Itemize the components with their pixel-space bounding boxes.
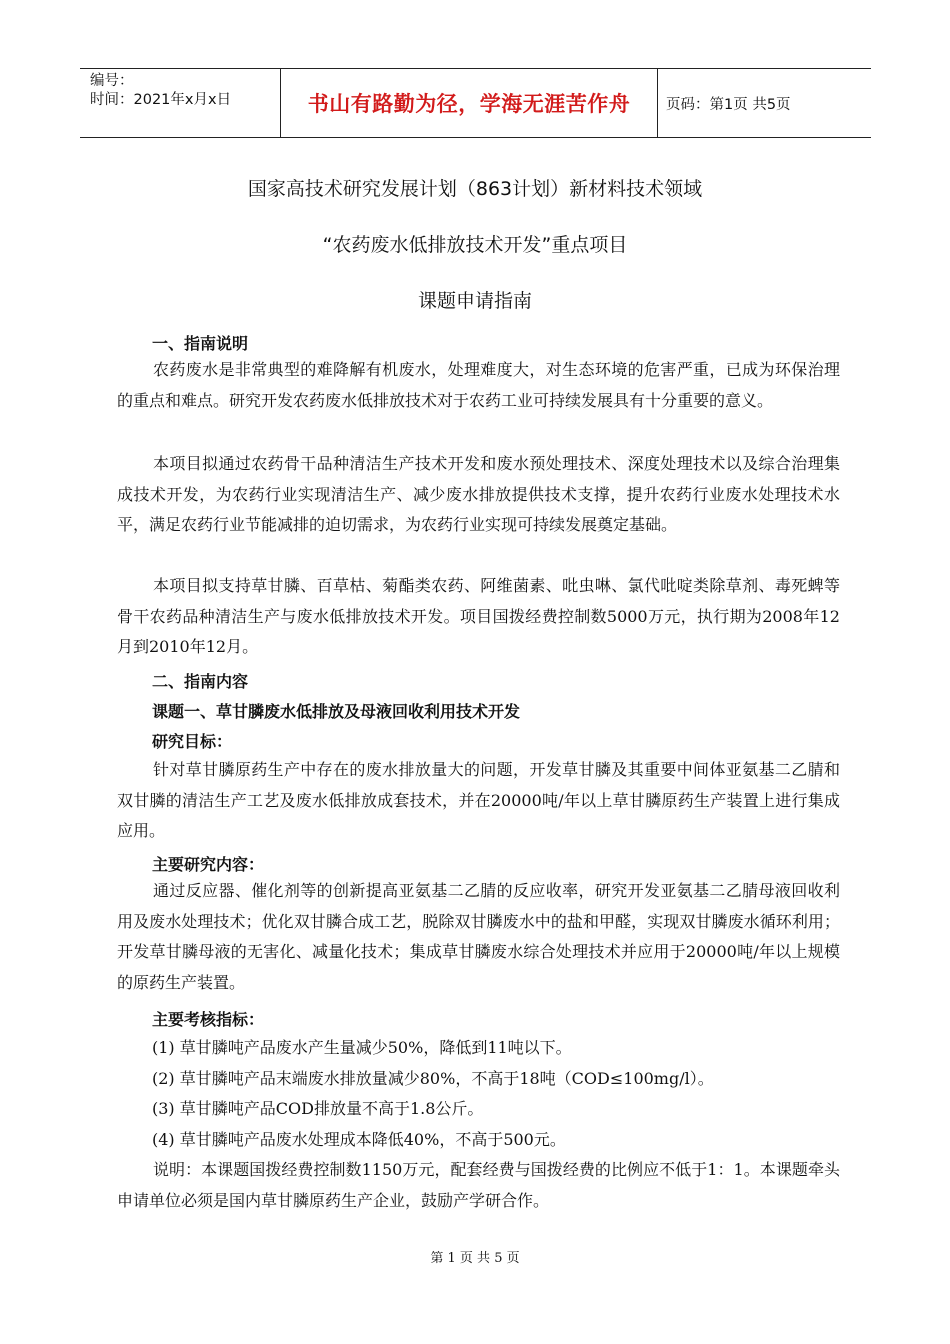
section1-paragraph-3: 本项目拟支持草甘膦、百草枯、菊酯类农药、阿维菌素、吡虫啉、氯代吡啶类除草剂、毒死蜱等骨干农药品种清洁生产与废水低排放技术开发。项目国拨经费控制数5000万元，执行期为2008年12月到2010年12月。 (117, 576, 840, 656)
doc-title-line3: 课题申请指南 (417, 290, 532, 312)
section1-paragraph-2: 本项目拟通过农药骨干品种清洁生产技术开发和废水预处理技术、深度处理技术以及综合治理集成技术开发，为农药行业实现清洁生产、减少废水排放提供技术支撑，提升农药行业废水处理技术水平，满足农药行业节能减排的迫切需求，为农药行业实现可持续发展奠定基础。 (117, 454, 840, 534)
indicator-list (152, 1033, 714, 1155)
indicator-item: (1) 草甘膦吨产品废水产生量减少50%，降低到11吨以下。 (152, 1038, 572, 1057)
indicator-heading: 主要考核指标： (152, 1010, 265, 1029)
section1-paragraph-1: 农药废水是非常典型的难降解有机废水，处理难度大，对生态环境的危害严重，已成为环保治理的重点和难点。研究开发农药废水低排放技术对于农药工业可持续发展具有十分重要的意义。 (117, 360, 840, 410)
doc-title-line2: “农药废水低排放技术开发”重点项目 (322, 234, 628, 256)
content-heading: 主要研究内容： (152, 855, 265, 874)
topic1-heading: 课题一、草甘膦废水低排放及母液回收利用技术开发 (152, 702, 521, 721)
goal-heading: 研究目标： (152, 732, 233, 751)
goal-paragraph: 针对草甘膦原药生产中存在的废水排放量大的问题，开发草甘膦及其重要中间体亚氨基二乙腈和双甘膦的清洁生产工艺及废水低排放成套技术，并在20000吨/年以上草甘膦原药生产装置上进行集成应用。 (117, 760, 840, 840)
header-motto: 书山有路勤为径，学海无涯苦作舟 (280, 69, 658, 137)
indicator-item: (3) 草甘膦吨产品COD排放量不高于1.8公斤。 (152, 1099, 484, 1118)
section-heading-1: 一、指南说明 (152, 334, 249, 353)
note-paragraph: 说明：本课题国拨经费控制数1150万元，配套经费与国拨经费的比例应不低于1：1。本课题牵头申请单位必须是国内草甘膦原药生产企业，鼓励产学研合作。 (117, 1160, 840, 1210)
content-paragraph: 通过反应器、催化剂等的创新提高亚氨基二乙腈的反应收率，研究开发亚氨基二乙腈母液回收利用及废水处理技术；优化双甘膦合成工艺，脱除双甘膦废水中的盐和甲醛，实现双甘膦废水循环利用；开发草甘膦母液的无害化、减量化技术；集成草甘膦废水综合处理技术并应用于20000吨/年以上规模的原药生产装置。 (117, 881, 840, 992)
date-label: 时间：2021年x月x日 (90, 92, 232, 108)
page-footer: 第 1 页 共 5 页 (430, 1251, 520, 1266)
doc-title-line1: 国家高技术研究发展计划（863计划）新材料技术领域 (247, 178, 703, 200)
indicator-item: (2) 草甘膦吨产品末端废水排放量减少80%，不高于18吨（COD≤100mg/l）。 (152, 1068, 714, 1088)
page-header (80, 68, 871, 138)
header-meta (80, 69, 280, 137)
header-page-label: 页码：第1页 共5页 (666, 96, 791, 113)
section-heading-2: 二、指南内容 (152, 672, 249, 691)
code-label: 编号： (90, 73, 134, 89)
indicator-item: (4) 草甘膦吨产品废水处理成本降低40%，不高于500元。 (152, 1129, 566, 1149)
